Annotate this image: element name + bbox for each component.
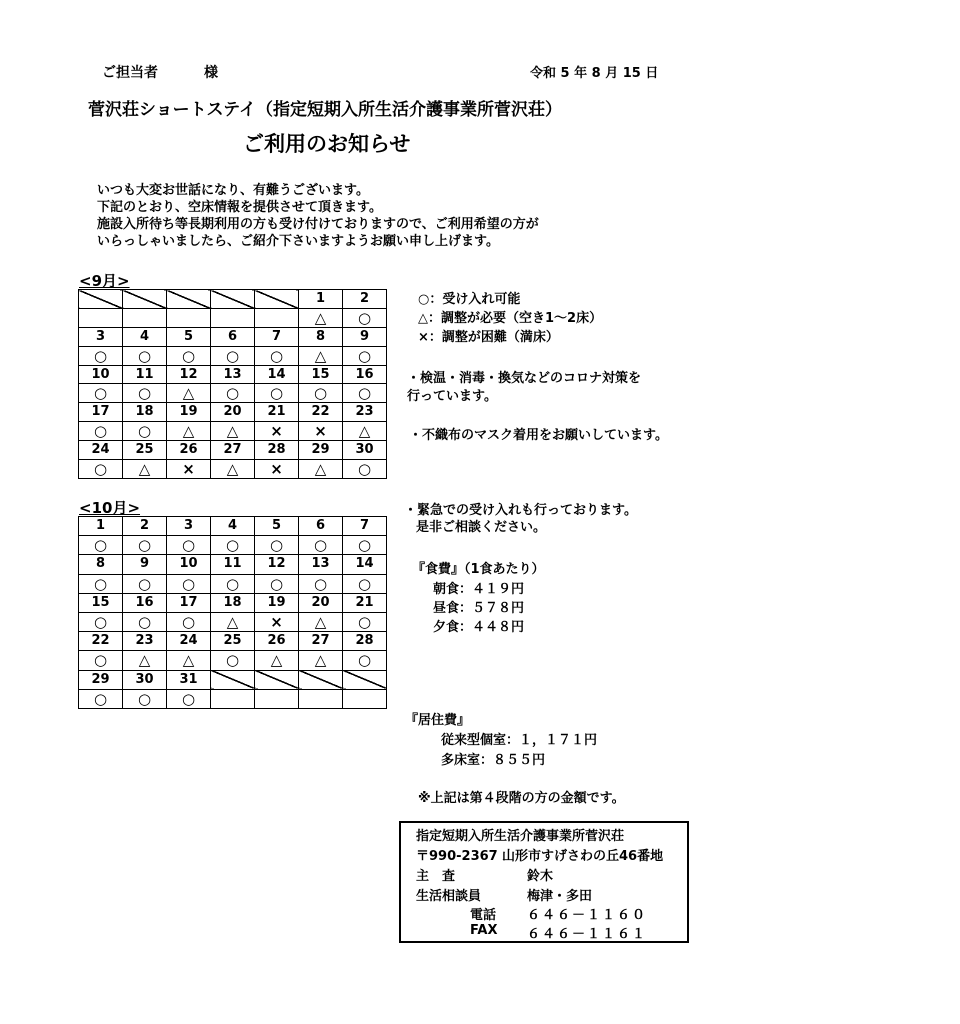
october-date-cell: 16 <box>123 593 167 612</box>
october-status-cell: △ <box>211 612 255 631</box>
october-status-cell: × <box>255 612 299 631</box>
intro-line: 下記のとおり、空床情報を提供させて頂きます。 <box>97 200 382 215</box>
october-status-cell: ○ <box>299 574 343 593</box>
september-status-cell: × <box>255 422 299 441</box>
september-empty-cell <box>167 308 211 327</box>
october-date-cell: 8 <box>79 555 123 574</box>
october-date-cell: 22 <box>79 632 123 651</box>
role-chief: 主 査 <box>416 869 456 884</box>
october-status-cell: ○ <box>79 689 123 708</box>
october-date-cell: 21 <box>343 593 387 612</box>
october-status-cell: ○ <box>167 689 211 708</box>
october-status-cell: △ <box>299 612 343 631</box>
september-status-row <box>79 308 387 327</box>
september-calendar <box>78 289 387 479</box>
october-date-cell: 28 <box>343 632 387 651</box>
dinner-price: 夕食：４４８円 <box>433 620 525 635</box>
october-status-row <box>79 574 387 593</box>
october-date-cell: 2 <box>123 517 167 536</box>
october-date-row <box>79 670 387 689</box>
october-date-cell: 4 <box>211 517 255 536</box>
october-status-cell: ○ <box>123 536 167 555</box>
september-status-cell: ○ <box>123 384 167 403</box>
october-date-cell: 6 <box>299 517 343 536</box>
october-status-row <box>79 536 387 555</box>
october-status-cell: ○ <box>79 536 123 555</box>
october-status-cell: ○ <box>123 574 167 593</box>
september-status-cell: △ <box>123 460 167 479</box>
september-status-cell: ○ <box>79 422 123 441</box>
september-date-cell: 11 <box>123 365 167 384</box>
october-status-row <box>79 612 387 631</box>
emergency-note-cont: 是非ご相談ください。 <box>416 520 547 535</box>
september-date-cell: 15 <box>299 365 343 384</box>
september-status-row <box>79 346 387 365</box>
october-date-cell: 18 <box>211 593 255 612</box>
counselor-names: 梅津・多田 <box>527 889 593 904</box>
legend-adjust: △：調整が必要（空き1～2床） <box>418 311 603 326</box>
september-date-cell: 8 <box>299 327 343 346</box>
september-status-cell: ○ <box>343 384 387 403</box>
september-date-cell: 19 <box>167 403 211 422</box>
october-status-cell: △ <box>255 651 299 670</box>
october-status-cell: ○ <box>79 651 123 670</box>
september-empty-cell <box>211 290 255 309</box>
september-date-cell: 20 <box>211 403 255 422</box>
september-date-cell: 18 <box>123 403 167 422</box>
october-date-cell: 14 <box>343 555 387 574</box>
october-date-cell: 13 <box>299 555 343 574</box>
emergency-note: ・緊急での受け入れも行っております。 <box>404 503 637 518</box>
october-date-cell: 31 <box>167 670 211 689</box>
october-empty-cell <box>299 689 343 708</box>
postal-code: 〒990-2367 <box>416 849 498 864</box>
october-empty-cell <box>255 689 299 708</box>
october-empty-cell <box>211 670 255 689</box>
private-room-price: 従来型個室：１，１７１円 <box>441 733 598 748</box>
september-status-row <box>79 384 387 403</box>
september-date-cell: 2 <box>343 290 387 309</box>
september-date-cell: 10 <box>79 365 123 384</box>
september-date-cell: 12 <box>167 365 211 384</box>
october-date-cell: 10 <box>167 555 211 574</box>
september-status-cell: △ <box>211 460 255 479</box>
legend-available: ○：受け入れ可能 <box>418 292 521 307</box>
october-date-cell: 17 <box>167 593 211 612</box>
september-date-cell: 3 <box>79 327 123 346</box>
document-title: 菅沢荘ショートステイ（指定短期入所生活介護事業所菅沢荘） <box>88 100 562 120</box>
september-status-cell: ○ <box>79 460 123 479</box>
september-empty-cell <box>123 308 167 327</box>
september-status-cell: × <box>167 460 211 479</box>
october-date-cell: 15 <box>79 593 123 612</box>
chief-name: 鈴木 <box>527 869 554 884</box>
september-date-row <box>79 365 387 384</box>
september-empty-cell <box>167 290 211 309</box>
document-date: 令和 5 年 8 月 15 日 <box>530 66 659 81</box>
october-date-cell: 25 <box>211 632 255 651</box>
september-date-row <box>79 290 387 309</box>
tel-number: ６４６－１１６０ <box>527 908 648 923</box>
october-date-cell: 20 <box>299 593 343 612</box>
october-status-row <box>79 651 387 670</box>
role-counselor: 生活相談員 <box>416 889 482 904</box>
september-date-cell: 13 <box>211 365 255 384</box>
honorific: 様 <box>204 65 218 81</box>
october-status-cell: △ <box>123 651 167 670</box>
september-date-cell: 5 <box>167 327 211 346</box>
october-date-row <box>79 555 387 574</box>
october-date-cell: 7 <box>343 517 387 536</box>
october-status-row <box>79 689 387 708</box>
september-status-cell: △ <box>211 422 255 441</box>
september-date-cell: 17 <box>79 403 123 422</box>
september-date-row <box>79 327 387 346</box>
september-status-cell: △ <box>167 422 211 441</box>
october-status-cell: ○ <box>255 536 299 555</box>
october-empty-cell <box>343 670 387 689</box>
october-status-cell: ○ <box>211 651 255 670</box>
september-status-cell: × <box>299 422 343 441</box>
september-date-cell: 30 <box>343 441 387 460</box>
october-date-cell: 30 <box>123 670 167 689</box>
october-date-cell: 5 <box>255 517 299 536</box>
october-status-cell: ○ <box>343 612 387 631</box>
october-status-cell: ○ <box>167 574 211 593</box>
october-date-cell: 24 <box>167 632 211 651</box>
september-status-cell: ○ <box>211 384 255 403</box>
september-status-cell: ○ <box>255 346 299 365</box>
september-empty-cell <box>123 290 167 309</box>
residence-heading: 『居住費』 <box>405 713 471 728</box>
september-date-cell: 25 <box>123 441 167 460</box>
september-status-cell: ○ <box>255 384 299 403</box>
mask-note: ・不織布のマスク着用をお願いしています。 <box>409 428 668 443</box>
september-empty-cell <box>255 290 299 309</box>
october-label: <10月> <box>79 499 141 517</box>
september-status-cell: ○ <box>211 346 255 365</box>
meal-heading: 『食費』（1食あたり） <box>412 562 545 577</box>
october-status-cell: ○ <box>343 651 387 670</box>
september-date-cell: 28 <box>255 441 299 460</box>
october-status-cell: ○ <box>299 536 343 555</box>
lunch-price: 昼食：５７８円 <box>433 601 525 616</box>
breakfast-price: 朝食：４１９円 <box>433 582 525 597</box>
intro-paragraph <box>97 182 539 250</box>
september-date-cell: 24 <box>79 441 123 460</box>
september-date-cell: 29 <box>299 441 343 460</box>
fax-label: FAX <box>470 923 498 938</box>
tel-label: 電話 <box>470 908 497 923</box>
october-date-row <box>79 632 387 651</box>
september-status-cell: △ <box>167 384 211 403</box>
september-status-cell: ○ <box>79 384 123 403</box>
price-note: ※上記は第４段階の方の金額です。 <box>418 791 625 806</box>
september-status-cell: △ <box>299 346 343 365</box>
september-date-cell: 6 <box>211 327 255 346</box>
october-status-cell: ○ <box>255 574 299 593</box>
september-status-cell: ○ <box>123 346 167 365</box>
september-status-cell: ○ <box>167 346 211 365</box>
intro-line: いらっしゃいましたら、ご紹介下さいますようお願い申し上げます。 <box>97 234 499 249</box>
october-date-row <box>79 593 387 612</box>
october-empty-cell <box>255 670 299 689</box>
october-status-cell: △ <box>299 651 343 670</box>
september-status-cell: ○ <box>123 422 167 441</box>
september-date-row <box>79 441 387 460</box>
covid-note: ・検温・消毒・換気などのコロナ対策を <box>407 371 642 386</box>
october-status-cell: ○ <box>167 612 211 631</box>
october-date-cell: 11 <box>211 555 255 574</box>
intro-line: いつも大変お世話になり、有難うございます。 <box>97 183 369 198</box>
legend-full: ×：調整が困難（満床） <box>418 330 559 345</box>
september-date-cell: 4 <box>123 327 167 346</box>
september-date-cell: 1 <box>299 290 343 309</box>
october-date-cell: 1 <box>79 517 123 536</box>
october-status-cell: ○ <box>123 612 167 631</box>
october-status-cell: △ <box>167 651 211 670</box>
october-date-cell: 26 <box>255 632 299 651</box>
september-date-cell: 26 <box>167 441 211 460</box>
september-status-cell: ○ <box>79 346 123 365</box>
september-status-cell: △ <box>299 308 343 327</box>
september-date-cell: 22 <box>299 403 343 422</box>
september-status-cell: △ <box>299 460 343 479</box>
september-date-cell: 23 <box>343 403 387 422</box>
september-date-cell: 21 <box>255 403 299 422</box>
october-date-cell: 29 <box>79 670 123 689</box>
september-date-cell: 16 <box>343 365 387 384</box>
september-status-cell: △ <box>343 422 387 441</box>
september-empty-cell <box>79 290 123 309</box>
fax-number: ６４６－１１６１ <box>527 927 648 942</box>
october-empty-cell <box>211 689 255 708</box>
legend <box>418 290 602 347</box>
covid-note-cont: 行っています。 <box>407 389 497 404</box>
october-empty-cell <box>299 670 343 689</box>
october-date-row <box>79 517 387 536</box>
september-date-cell: 14 <box>255 365 299 384</box>
september-empty-cell <box>211 308 255 327</box>
october-date-cell: 23 <box>123 632 167 651</box>
september-status-cell: ○ <box>343 308 387 327</box>
facility-name: 指定短期入所生活介護事業所菅沢荘 <box>416 829 625 844</box>
september-status-cell: ○ <box>299 384 343 403</box>
october-empty-cell <box>343 689 387 708</box>
september-label: <9月> <box>79 272 130 290</box>
september-status-row <box>79 460 387 479</box>
september-empty-cell <box>79 308 123 327</box>
september-date-cell: 27 <box>211 441 255 460</box>
october-status-cell: ○ <box>343 536 387 555</box>
intro-line: 施設入所待ち等長期利用の方も受け付けておりますので、ご利用希望の方が <box>97 217 539 232</box>
october-calendar <box>78 516 387 709</box>
september-date-row <box>79 403 387 422</box>
october-status-cell: ○ <box>79 612 123 631</box>
october-status-cell: ○ <box>343 574 387 593</box>
october-status-cell: ○ <box>123 689 167 708</box>
september-status-cell: ○ <box>343 346 387 365</box>
september-status-cell: × <box>255 460 299 479</box>
document-subtitle: ご利用のお知らせ <box>243 132 411 156</box>
october-date-cell: 3 <box>167 517 211 536</box>
october-status-cell: ○ <box>211 574 255 593</box>
october-date-cell: 27 <box>299 632 343 651</box>
september-empty-cell <box>255 308 299 327</box>
september-status-cell: ○ <box>343 460 387 479</box>
october-date-cell: 12 <box>255 555 299 574</box>
multi-room-price: 多床室：８５５円 <box>441 753 546 768</box>
addressee: ご担当者 <box>102 65 158 81</box>
october-date-cell: 9 <box>123 555 167 574</box>
september-date-cell: 7 <box>255 327 299 346</box>
september-status-row <box>79 422 387 441</box>
october-date-cell: 19 <box>255 593 299 612</box>
october-status-cell: ○ <box>167 536 211 555</box>
september-date-cell: 9 <box>343 327 387 346</box>
october-status-cell: ○ <box>211 536 255 555</box>
facility-address: 山形市すげさわの丘46番地 <box>502 849 664 864</box>
october-status-cell: ○ <box>79 574 123 593</box>
